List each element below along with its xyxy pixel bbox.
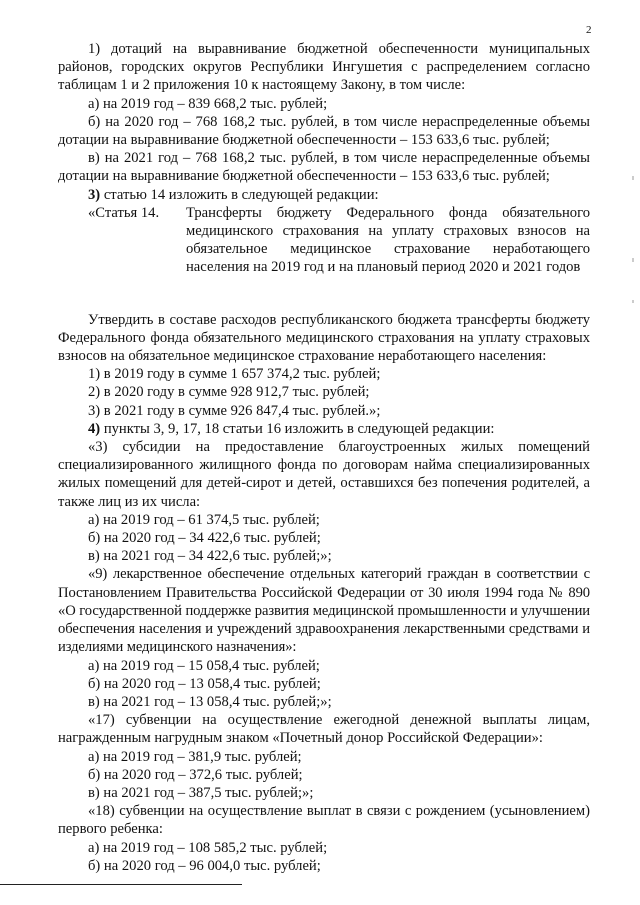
page-number: 2 bbox=[586, 24, 592, 36]
document-body bbox=[58, 40, 590, 875]
list-item: а) на 2019 год – 61 374,5 тыс. рублей; bbox=[88, 511, 320, 528]
article-title: Трансферты бюджету Федерального фонда обязательного медицинского страхования на уплату страховых взносов на обязательное медицинское страхование неработающего населения на 2019 год и на плановый период 2020 и 2021 годов bbox=[186, 204, 590, 276]
list-item: в) на 2021 год – 768 168,2 тыс. рублей, в том числе нераспределенные объемы дотации на выравнивание бюджетной обеспеченности – 153 633,6 тыс. рублей; bbox=[58, 150, 590, 185]
list-item: 1) в 2019 году в сумме 1 657 374,2 тыс. рублей; bbox=[88, 366, 381, 383]
list-item: 3) в 2021 году в сумме 926 847,4 тыс. рублей.»; bbox=[88, 402, 381, 419]
list-item: б) на 2020 год – 768 168,2 тыс. рублей, в том числе нераспределенные объемы дотации на выравнивание бюджетной обеспеченности – 153 633,6 тыс. рублей; bbox=[58, 113, 590, 149]
scan-artifact bbox=[632, 176, 634, 180]
article-14-heading bbox=[58, 204, 590, 277]
paragraph-transfers: Утвердить в составе расходов республиканского бюджета трансферты бюджету Федерального фонда обязательного медицинского страхования на уплату страховых взносов на обязательное медицинское страхование неработающего населения: bbox=[58, 311, 590, 365]
list-item: а) на 2019 год – 108 585,2 тыс. рублей; bbox=[88, 839, 328, 856]
list-item: 2) в 2020 году в сумме 928 912,7 тыс. рублей; bbox=[88, 384, 370, 401]
bottom-rule bbox=[0, 884, 242, 885]
list-item: а) на 2019 год – 839 668,2 тыс. рублей; bbox=[88, 95, 328, 112]
list-item: в) на 2021 год – 34 422,6 тыс. рублей;»; bbox=[88, 548, 332, 565]
paragraph-subsidies-equalization: 1) дотаций на выравнивание бюджетной обеспеченности муниципальных районов, городских округов Республики Ингушетия с распределением согласно таблицам 1 и 2 приложения 10 к настоящему Закону, в том числе: bbox=[58, 41, 590, 94]
paragraph-point-18: «18) субвенции на осуществление выплат в связи с рождением (усыновлением) первого ребенка: bbox=[58, 803, 590, 838]
item-number: 3) bbox=[88, 186, 101, 203]
amendment-item-4 bbox=[58, 420, 590, 438]
scan-artifact bbox=[632, 300, 634, 303]
item-text: пункты 3, 9, 17, 18 статьи 16 изложить в следующей редакции: bbox=[100, 420, 495, 437]
list-item: в) на 2021 год – 13 058,4 тыс. рублей;»; bbox=[88, 693, 332, 710]
list-item: б) на 2020 год – 13 058,4 тыс. рублей; bbox=[88, 675, 321, 692]
paragraph-point-9: «9) лекарственное обеспечение отдельных категорий граждан в соответствии с Постановлением Правительства Российской Федерации от 30 июля 1994 года № 890 «О государственной поддержке развития медицинской промышленности и улучшении обеспечения населения и учреждений здравоохранения лекарственными средствами и изделиями медицинского назначения»: bbox=[58, 566, 590, 656]
spacer bbox=[58, 277, 590, 311]
scan-artifact bbox=[632, 258, 634, 262]
list-item: б) на 2020 год – 372,6 тыс. рублей; bbox=[88, 766, 303, 783]
paragraph-point-17: «17) субвенции на осуществление ежегодной денежной выплаты лицам, награжденным нагрудным знаком «Почетный донор Российской Федерации»: bbox=[58, 712, 590, 747]
list-item: в) на 2021 год – 387,5 тыс. рублей;»; bbox=[88, 784, 314, 801]
list-item: б) на 2020 год – 34 422,6 тыс. рублей; bbox=[88, 530, 321, 547]
amendment-item-3 bbox=[58, 186, 590, 204]
list-item: б) на 2020 год – 96 004,0 тыс. рублей; bbox=[88, 857, 321, 874]
item-number: 4) bbox=[88, 420, 101, 437]
paragraph-point-3: «3) субсидии на предоставление благоустроенных жилых помещений специализированного жилищного фонда по договорам найма специализированных жилых помещений для детей-сирот и детей, оставшихся без попечения родителей, а также лиц из их числа: bbox=[58, 439, 590, 510]
list-item: а) на 2019 год – 381,9 тыс. рублей; bbox=[88, 748, 302, 765]
item-text: статью 14 изложить в следующей редакции: bbox=[100, 186, 379, 203]
article-number: «Статья 14. bbox=[88, 204, 160, 221]
list-item: а) на 2019 год – 15 058,4 тыс. рублей; bbox=[88, 657, 320, 674]
